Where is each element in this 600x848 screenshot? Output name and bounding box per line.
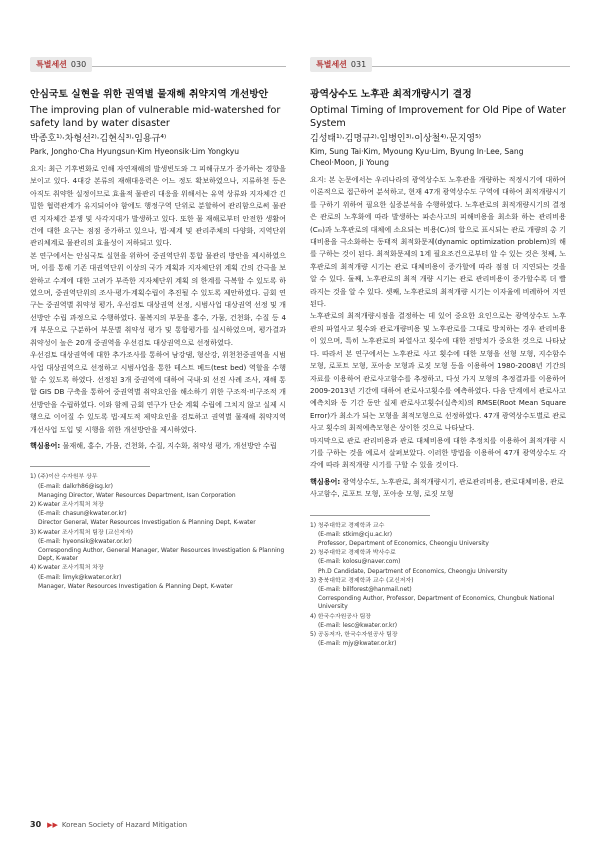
keywords-text: 물재해, 홍수, 가뭄, 건천화, 수질, 지수화, 취약성 평가, 개선방안 수립 [62, 440, 277, 450]
abstract-paragraph: 요지: 최근 기후변화로 인해 자연재해의 발생빈도와 그 피해규모가 증가하는 경향을 보이고 있다. 4대강 본류의 재해대응력은 어느 정도 확보하였으나, 지류하천 등은 아직도 취약한 실정이므로 효율적 물관리 대응을 위해서는 유역 상류와 지자체간 긴밀한 협력관계가 유지되어야 함에도 행정구역 단위로 분할하여 관리함으로써 물관련 지자체간 분쟁 및 사각지대가 발생하고 있다. 또한 물 재해로부터 안전한 생활여건에 대한 요구는 점점 증가하고 있으나, 법·제계 및 관리주체의 다양화, 지역단위 관리체계로 물관리의 효율성이 저하되고 있다. [30, 164, 286, 248]
footnote-line: (E-mail: dalkrh86@isg.kr) [38, 483, 113, 490]
keywords-text: 광역상수도, 노후관로, 최적개량시기, 관로관리비용, 관로대체비용, 관로사고함수, 로포트 모형, 포아송 모형, 로짓 모형 [310, 476, 564, 499]
footnote-line: 1) (주)이산 수자원부 상무 [30, 474, 98, 481]
footnote-line: Managing Director, Water Resources Department, Isan Corporation [38, 492, 236, 499]
footnote-line: 5) 공동저자, 한국수자원공사 팀장 [310, 632, 398, 638]
footnote-line: (E-mail: billforest@hanmail.net) [318, 586, 412, 593]
left-article [30, 52, 286, 592]
right-article [310, 52, 566, 649]
section-tab [310, 57, 372, 72]
footnote-line: Corresponding Author, General Manager, Water Resources Investigation & Planning Dept, K-water [38, 547, 285, 563]
footnote-line: 4) 한국수자원공사 팀장 [310, 613, 372, 620]
footnote-line: (E-mail: stkim@cju.ac.kr) [318, 531, 393, 538]
section-label: 특별세션 [36, 60, 67, 69]
footnote-line: (E-mail: limyk@kwater.or.kr) [38, 574, 122, 581]
footnote-line: 4) K-water 조사기획처 차장 [30, 565, 104, 572]
authors-korean: 김성태¹⁾·김명규²⁾·임병인³⁾·이상철⁴⁾·문지영⁵⁾ [310, 134, 481, 144]
page-footer [30, 820, 187, 829]
keywords [310, 476, 566, 501]
footnote-line: Professor, Department of Economics, Cheongju University [318, 540, 489, 547]
keywords [30, 440, 286, 452]
footnotes [310, 522, 566, 649]
abstract-paragraph: 마지막으로 관로 관리비용과 관로 대체비용에 대한 추정치를 이용하여 최적개량 시기를 구하는 것을 예로서 살펴보았다. 이러한 방법을 이용하여 47개 광역상수도 각각에 따라 최적개량 시기를 구할 수 있을 것이다. [310, 435, 566, 470]
footnotes [30, 473, 286, 591]
abstract-paragraph: 노후관로의 최적개량시점을 결정하는 데 있어 중요한 요인으로는 광역상수도 노후관의 파열사고 횟수와 관로개량비용 및 노후관로를 그대로 방치하는 경우 관리비용이 있으며, 특히 노후관로의 파열사고 횟수에 대한 전망치가 중요한 것으로 나타났다. 따라서 본 연구에서는 노후관로 사고 횟수에 대한 모형을 선형 모형, 지수함수 모형, 로포트 모형, 포아송 모형과 로짓 모형 등을 이용하여 1980-2008년 기간의 자료를 이용하여 관로사고함수를 추정하고, 다섯 가지 모형의 추정결과를 이용하여 2009-2013년 기간에 대하여 관로사고횟수를 예측하였다. 다음 단계에서 관로사고 예측치와 동 기간 동안 실제 관로사고횟수(실측치)의 RMSE(Root Mean Square Error)가 최소가 되는 모형을 최적모형으로 선정하였다. 47개 광역상수도별로 관로사고 횟수의 최적예측모형은 상이한 것으로 나타났다. [310, 311, 566, 433]
section-tab [30, 57, 92, 72]
footnote-rule [310, 515, 430, 516]
english-title: Optimal Timing of Improvement for Old Pipe of Water System [310, 105, 566, 129]
section-label: 특별세션 [316, 60, 347, 69]
section-number: 031 [350, 60, 367, 69]
keywords-label: 핵심용어: [30, 440, 61, 450]
footnote-line: Manager, Water Resources Investigation & Planning Dept, K-water [38, 583, 233, 590]
abstract-paragraph: 본 연구에서는 안심국토 실현을 위하여 중권역단위 통합 물관리 방안을 제시하였으며, 이를 통해 기존 대권역단위 이상의 국가 계획과 지자체단위 계획 간의 간극을 보완하고 수계에 대한 고려가 부족한 지자체단위 계획 의 한계를 극복할 수 있도록 하였으며, 중권역단위의 조사·평가·계획수립이 추진될 수 있도록 제안하였다. 금회 연구는 중권역별 취약성 평가, 우선검토 대상권역 선정, 시범사업 대상권역 선정 및 개선방안 수립 과정으로 수행하였다. 물복지의 부문을 홍수, 가뭄, 건천화, 수질 등 4개 부문으로 구분하여 부문별 취약성 평가 및 통합평가를 실시하였으며, 평가결과 취약성이 높은 20개 중권역을 우선검토 대상권역으로 선정하였다. [30, 250, 286, 347]
korean-title: 안심국토 실현을 위한 권역별 물재해 취약지역 개선방안 [30, 89, 269, 100]
footnote-line: Corresponding Author, Professor, Department of Economics, Chungbuk National University [318, 596, 555, 611]
section-number: 030 [70, 60, 87, 69]
english-title: The improving plan of vulnerable mid-watershed for safety land by water disaster [30, 105, 281, 129]
footnote-line: (E-mail: hyeonsik@kwater.or.kr) [38, 538, 132, 545]
footnote-line: 2) 청주대학교 경제학과 박사수료 [310, 550, 396, 557]
footnote-line: (E-mail: chasun@kwater.or.kr) [38, 511, 127, 518]
footnote-rule [30, 466, 150, 467]
footnote-line: (E-mail: kolosu@naver.com) [318, 559, 401, 566]
footnote-line: 1) 청주대학교 경제학과 교수 [310, 522, 385, 529]
footnote-line: 3) 충북대학교 경제학과 교수 (교신저자) [310, 577, 414, 584]
arrow-icon: ▶▶ [47, 820, 58, 829]
footnote-line: (E-mail: mjy@kwater.or.kr) [318, 641, 397, 648]
footnote-line: Ph.D Candidate, Department of Economics, Cheongju University [318, 568, 508, 575]
footnote-line: Director General, Water Resources Investigation & Planning Dept, K-water [38, 520, 256, 527]
abstract-paragraph: 요지: 본 논문에서는 우리나라의 광역상수도 노후관을 개량하는 적정시기에 대하여 이론적으로 접근하여 분석하고, 현재 47개 광역상수도 구역에 대하여 최적개량시기를 구하기 위하여 필요한 실증분석을 수행하였다. 노후관로의 최적개량시기의 결정은 관로의 노후화에 따라 발생하는 파손사고의 피해비용을 최소화 하는 관리비용(Cₘ)과 노후관로의 대체에 소요되는 비용(Cᵣ)의 합으로 표시되는 관로 개량의 총 기대비용을 극소화하는 동태적 최적화문제(dynamic optimization problem)의 해를 구하는 것이 된다. 최적화문제의 1계 필요조건으로부터 알 수 있는 것은 첫째, 노후관로의 최적개량 시기는 관로 대체비용이 증가할에 따라 점점 더 지연되는 것을 알 수 있다. 둘째, 노후관로의 최적 개량 시기는 관로 관리비용이 증가할수록 더 빨라지는 것을 알 수 있다. 셋째, 노후관로의 최적개량 시기는 이자율에 비례하여 지연된다. [310, 175, 566, 309]
authors-korean: 박종호¹⁾·차형선²⁾·김현식³⁾·임용규⁴⁾ [30, 134, 167, 144]
keywords-label: 핵심용어: [310, 476, 341, 486]
page-number: 30 [30, 820, 42, 829]
korean-title: 광역상수도 노후관 최적개량시기 결정 [310, 89, 472, 100]
authors-english: Kim, Sung Tai·Kim, Myoung Kyu·Lim, Byung In·Lee, Sang Cheol·Moon, Ji Young [310, 147, 524, 167]
society-name: Korean Society of Hazard Mitigation [61, 820, 188, 829]
abstract-paragraph: 우선검토 대상권역에 대한 추가조사를 통하여 남강댐, 형산강, 위천천중권역을 시범사업 대상권역으로 선정하고 시범사업을 통한 테스트 베드(test bed) 역할을 수행할 수 있도록 하였다. 선정된 3개 중권역에 대하여 국내·외 선진 사례 조사, 재해 통합 GIS DB 구축을 통하여 중권역별 취약요인을 해소하기 위한 구조적·비구조적 개선방안을 수립하였다. 이와 함께 금회 연구가 단순 계획 수립에 그치지 않고 실제 시행으로 이어질 수 있도록 법·제도적 제약요인을 검토하고 권역별 물재해 취약지역 개선사업 도입 및 시행을 위한 개선방안을 제시하였다. [30, 350, 286, 434]
footnote-line: (E-mail: lesc@kwater.or.kr) [318, 622, 398, 629]
authors-english: Park, Jongho·Cha Hyungsun·Kim Hyeonsik·Lim Yongkyu [30, 147, 240, 156]
footnote-line: 2) K-water 조사기획처 처장 [30, 501, 104, 508]
footnote-line: 3) K-water 조사기획처 팀장 (교신저자) [30, 529, 133, 536]
